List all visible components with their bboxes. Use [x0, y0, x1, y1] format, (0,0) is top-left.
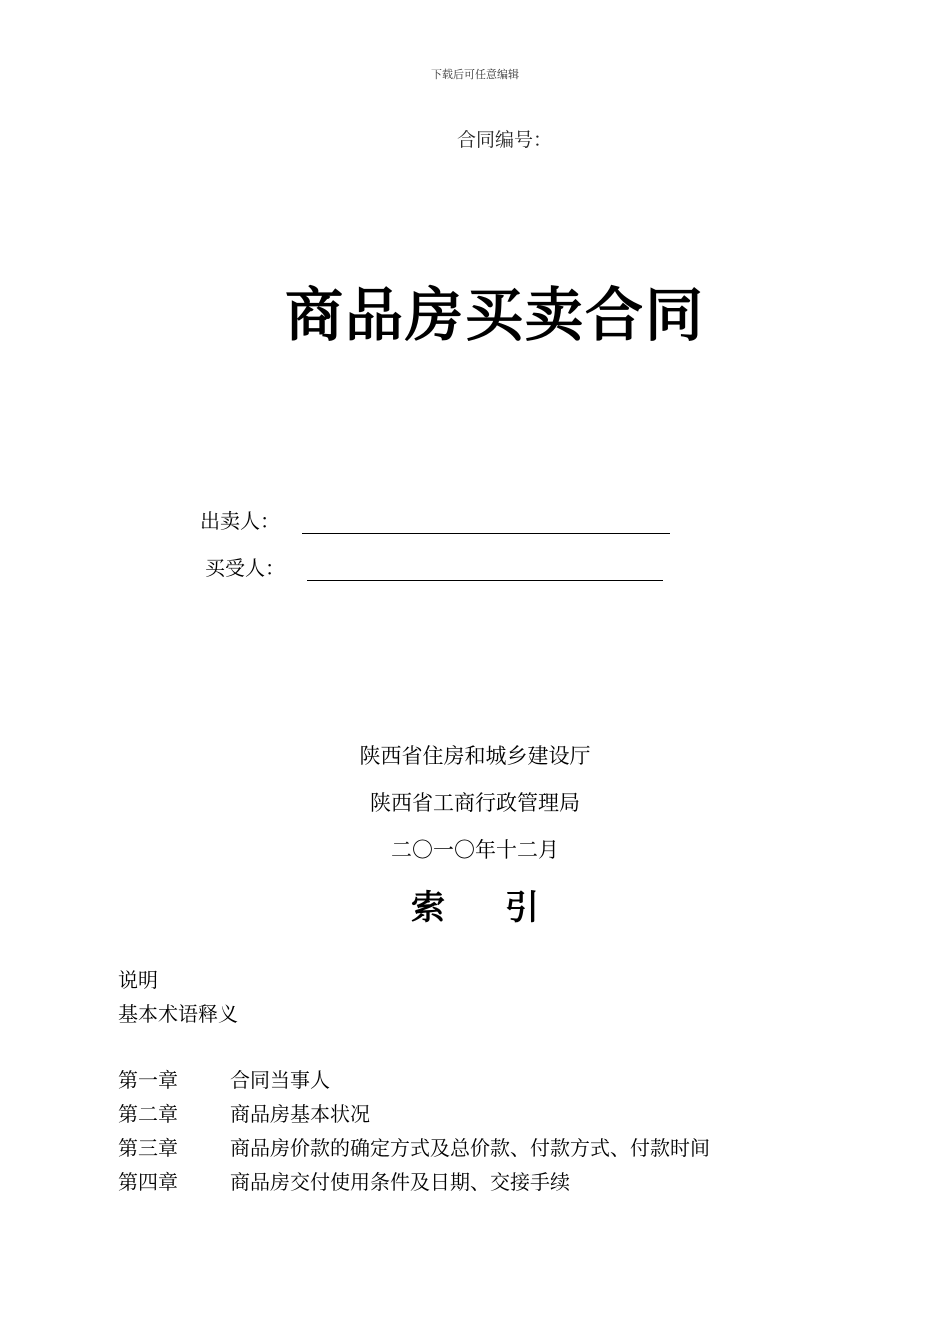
chapter-number: 第二章: [118, 1102, 178, 1126]
seller-label: 出卖人：: [200, 509, 280, 533]
issuer-1: 陕西省住房和城乡建设厅: [359, 744, 591, 768]
chapter-number: 第三章: [118, 1136, 178, 1160]
chapter-title: 商品房价款的确定方式及总价款、付款方式、付款时间: [230, 1136, 710, 1160]
document-title: 商品房买卖合同: [284, 281, 705, 349]
toc-item-explanation: 说明: [118, 968, 158, 992]
chapter-title: 商品房基本状况: [230, 1102, 370, 1126]
seller-row: [200, 505, 670, 534]
toc-chapter-3: [118, 1132, 710, 1166]
buyer-blank-line: [307, 560, 663, 581]
header-note: 下载后可任意编辑: [431, 68, 519, 81]
contract-number-label: 合同编号：: [457, 129, 553, 151]
toc-chapter-list: [118, 1064, 710, 1200]
toc-chapter-4: [118, 1166, 710, 1200]
chapter-number: 第一章: [118, 1068, 178, 1092]
toc-chapter-1: [118, 1064, 710, 1098]
seller-blank-line: [302, 513, 670, 534]
toc-item-terms: 基本术语释义: [118, 1002, 238, 1026]
issuer-2: 陕西省工商行政管理局: [370, 791, 580, 815]
toc-chapter-2: [118, 1098, 710, 1132]
index-title: 索引: [411, 888, 599, 928]
buyer-row: [205, 552, 663, 581]
chapter-title: 合同当事人: [230, 1068, 330, 1092]
chapter-title: 商品房交付使用条件及日期、交接手续: [230, 1170, 570, 1194]
chapter-number: 第四章: [118, 1170, 178, 1194]
issue-date: 二〇一〇年十二月: [391, 838, 559, 862]
buyer-label: 买受人：: [205, 556, 285, 580]
